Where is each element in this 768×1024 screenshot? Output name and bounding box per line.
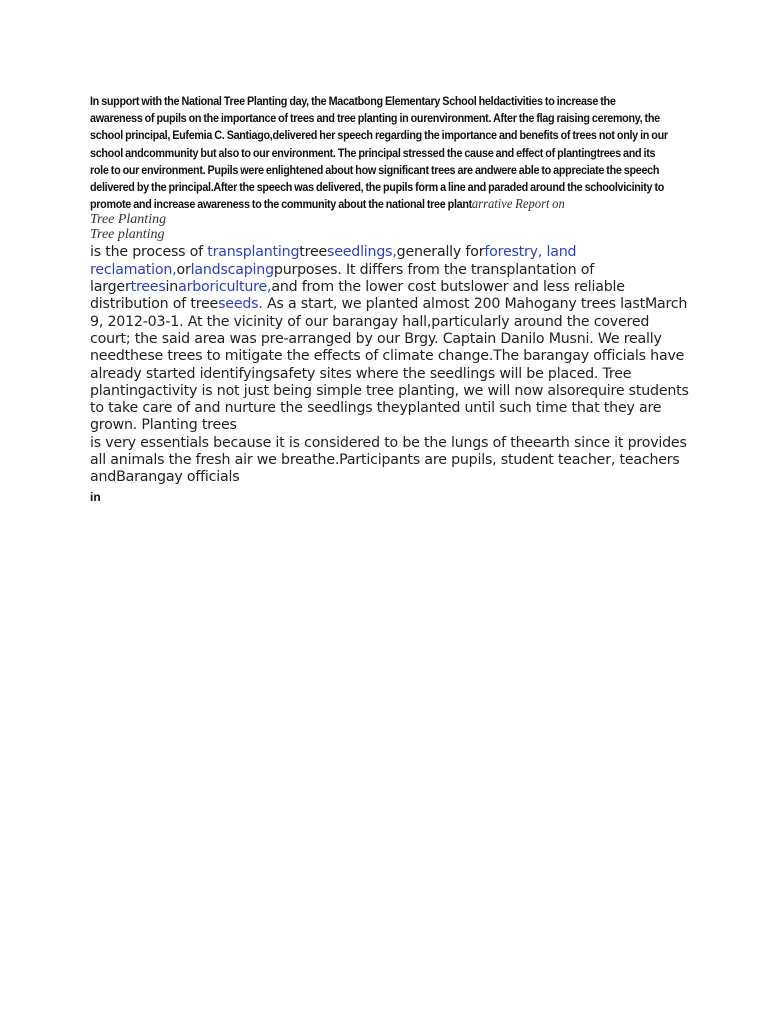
body-text-segment: and from the lower cost butslower and less reliable distribution of tree [90,279,625,313]
document-page [90,93,690,504]
link-landscaping[interactable]: landscaping [190,261,274,278]
body-text-segment: or [176,261,191,278]
definition-block [90,244,690,434]
link-forestry-land-reclamation[interactable]: forestry, land reclamation, [90,244,577,278]
link-transplanting[interactable]: transplanting [207,244,300,261]
link-seedlings[interactable]: seedlings, [327,244,397,261]
lungs-of-earth-block: is very essentials because it is considered to be the lungs of theearth since it provides all animals the fresh air we breathe.Participants are pupils, student teacher, teachers andBarangay officials [90,434,687,486]
subtitle-tree-planting: Tree planting [90,227,165,243]
narrative-report-title-fragment: arrative Report on [471,197,565,213]
body-text-segment: purposes. It differs from the transplantation of larger [90,261,595,296]
body-text-segment: in [165,279,179,296]
body-text-segment: generally for [396,244,485,261]
trailing-word: in [90,489,101,504]
body-text-segment: tree [299,244,328,261]
intro-paragraph [90,93,668,213]
intro-text: In support with the National Tree Planting day, the Macatbong Elementary School heldactivities to increase the awareness of pupils on the importance of trees and tree planting in ourenvironment. After the flag raising ceremony, the school principal, Eufemia C. Santiago,delivered her speech regarding the importance and benefits of trees not only in our school andcommunity but also to our environment. The principal stressed the cause and effect of plantingtrees and its role to our environment. Pupils were enlightened about how significant trees are andwere able to appreciate the speech delivered by the principal.After the speech was delivered, the pupils form a line and paraded around the schoolvicinity to promote and increase awareness to the community about the national tree plant [90,94,668,212]
link-trees[interactable]: trees [130,279,166,296]
body-text-segment: is the process of [90,244,208,261]
link-arboriculture[interactable]: arboriculture, [178,279,272,296]
body-text-segment: As a start, we planted almost 200 Mahogany trees lastMarch 9, 2012-03-1. At the vicinity of our barangay hall,particularly around the covered court; the said area was pre-arranged by our Brgy. Captain Danilo Musni. We really needthese trees to mitigate the effects of climate change.The barangay officials have already started identifyingsafety sites where the seedlings will be placed. Tree plantingactivity is not just being simple tree planting, we will now alsorequire students to take care of and nurture the seedlings theyplanted until such time that they are grown. Planting trees [90,296,689,434]
link-seeds[interactable]: seeds. [218,296,263,313]
definition-paragraph [90,244,690,486]
title-tree-planting: Tree Planting [90,212,167,228]
